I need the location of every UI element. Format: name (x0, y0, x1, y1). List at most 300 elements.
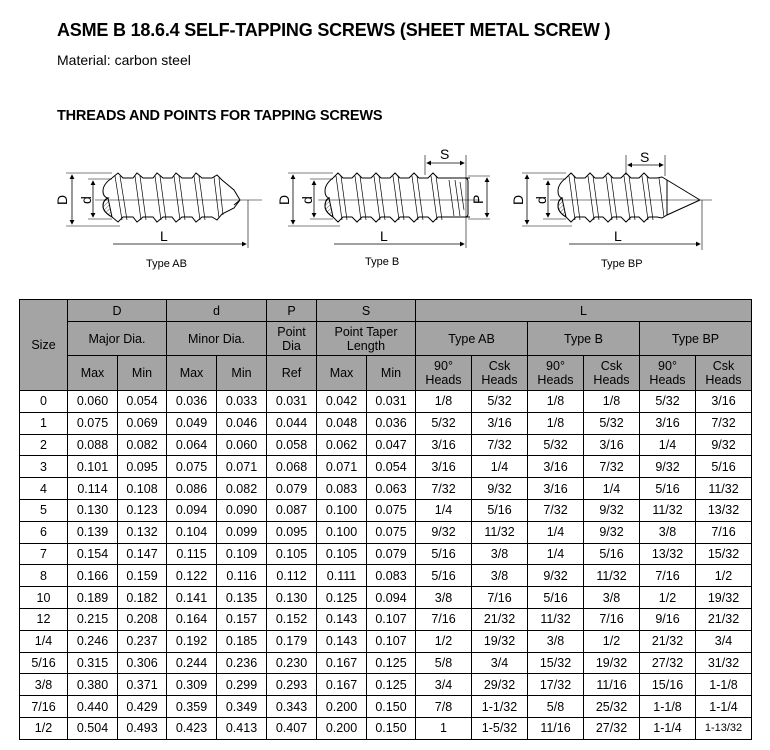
cell-d-min: 0.413 (217, 717, 267, 739)
cell-ab-csk: 21/32 (472, 608, 528, 630)
point-dia-line1: Point (277, 324, 306, 339)
cell-b-90: 1/4 (528, 521, 584, 543)
col-header-L: L (416, 300, 752, 322)
cell-D-max: 0.060 (68, 391, 118, 413)
cell-D-min: 0.069 (118, 412, 167, 434)
cell-ab-90: 7/8 (416, 696, 472, 718)
cell-ab-90: 7/32 (416, 478, 472, 500)
cell-D-max: 0.101 (68, 456, 118, 478)
cell-ab-90: 3/16 (416, 456, 472, 478)
bp-90-line2: Heads (649, 373, 686, 387)
cell-bp-90: 3/8 (640, 521, 696, 543)
cell-bp-csk: 5/16 (696, 456, 752, 478)
cell-ab-90: 3/8 (416, 587, 472, 609)
cell-ab-csk: 3/4 (472, 652, 528, 674)
table-body (20, 391, 752, 740)
cell-size: 10 (20, 587, 68, 609)
header-row-names (20, 322, 752, 356)
table-row (20, 478, 752, 500)
cell-d-min: 0.099 (217, 521, 267, 543)
cell-ab-csk: 7/32 (472, 434, 528, 456)
cell-D-min: 0.132 (118, 521, 167, 543)
cell-size: 0 (20, 391, 68, 413)
cell-bp-90: 21/32 (640, 630, 696, 652)
table-row (20, 456, 752, 478)
col-header-ab-90 (416, 356, 472, 391)
cell-bp-90: 1-1/8 (640, 696, 696, 718)
cell-d-max: 0.049 (167, 412, 217, 434)
cell-bp-90: 3/16 (640, 412, 696, 434)
cell-d-min: 0.090 (217, 499, 267, 521)
cell-bp-csk: 7/16 (696, 521, 752, 543)
cell-b-csk: 19/32 (584, 652, 640, 674)
cell-d-min: 0.236 (217, 652, 267, 674)
cell-bp-csk: 9/32 (696, 434, 752, 456)
cell-bp-90: 1/2 (640, 587, 696, 609)
cell-P-ref: 0.179 (267, 630, 317, 652)
cell-b-csk: 7/32 (584, 456, 640, 478)
cell-b-csk: 9/32 (584, 521, 640, 543)
cell-bp-csk: 1-1/4 (696, 696, 752, 718)
diagram-type-b (276, 146, 490, 268)
cell-S-min: 0.079 (367, 543, 416, 565)
cell-ab-csk: 19/32 (472, 630, 528, 652)
col-header-d-min: Min (217, 356, 267, 391)
cell-size: 2 (20, 434, 68, 456)
cell-b-90: 5/8 (528, 696, 584, 718)
cell-b-90: 3/16 (528, 456, 584, 478)
cell-S-min: 0.075 (367, 521, 416, 543)
cell-ab-90: 5/16 (416, 565, 472, 587)
cell-b-csk: 5/32 (584, 412, 640, 434)
cell-d-min: 0.116 (217, 565, 267, 587)
cell-P-ref: 0.087 (267, 499, 317, 521)
cell-ab-csk: 3/8 (472, 543, 528, 565)
cell-bp-90: 15/16 (640, 674, 696, 696)
cell-bp-90: 1/4 (640, 434, 696, 456)
taper-line1: Point Taper (334, 324, 398, 339)
cell-b-90: 17/32 (528, 674, 584, 696)
cell-ab-csk: 5/16 (472, 499, 528, 521)
b-90-line2: Heads (537, 373, 574, 387)
cell-size: 3/8 (20, 674, 68, 696)
cell-ab-csk: 9/32 (472, 478, 528, 500)
cell-ab-csk: 3/8 (472, 565, 528, 587)
cell-D-max: 0.189 (68, 587, 118, 609)
cell-S-max: 0.143 (317, 608, 367, 630)
cell-D-max: 0.154 (68, 543, 118, 565)
cell-S-min: 0.031 (367, 391, 416, 413)
cell-bp-90: 5/32 (640, 391, 696, 413)
cell-S-max: 0.100 (317, 521, 367, 543)
cell-S-max: 0.143 (317, 630, 367, 652)
screw-diagrams (0, 140, 770, 280)
cell-bp-csk: 31/32 (696, 652, 752, 674)
table-row (20, 391, 752, 413)
col-header-d-max: Max (167, 356, 217, 391)
cell-size: 5/16 (20, 652, 68, 674)
dim-label-d-ab: d (78, 196, 94, 204)
cell-ab-90: 3/16 (416, 434, 472, 456)
cell-S-min: 0.125 (367, 652, 416, 674)
bp-csk-line1: Csk (712, 359, 735, 373)
cell-S-max: 0.083 (317, 478, 367, 500)
cell-b-90: 1/4 (528, 543, 584, 565)
cell-S-min: 0.083 (367, 565, 416, 587)
cell-D-min: 0.108 (118, 478, 167, 500)
cell-bp-csk: 11/32 (696, 478, 752, 500)
cell-ab-90: 5/32 (416, 412, 472, 434)
taper-line2: Length (346, 338, 386, 353)
cell-d-min: 0.349 (217, 696, 267, 718)
cell-size: 1/2 (20, 717, 68, 739)
bp-csk-line2: Heads (705, 373, 742, 387)
cell-D-max: 0.130 (68, 499, 118, 521)
cell-b-csk: 3/16 (584, 434, 640, 456)
cell-S-max: 0.062 (317, 434, 367, 456)
cell-d-max: 0.141 (167, 587, 217, 609)
cell-b-90: 15/32 (528, 652, 584, 674)
caption-type-ab: Type AB (146, 258, 187, 270)
cell-bp-csk: 21/32 (696, 608, 752, 630)
dim-label-P-b: P (470, 194, 486, 204)
table-row (20, 412, 752, 434)
cell-D-min: 0.182 (118, 587, 167, 609)
cell-b-90: 5/32 (528, 434, 584, 456)
caption-type-b: Type B (365, 256, 400, 268)
cell-S-max: 0.167 (317, 674, 367, 696)
cell-P-ref: 0.152 (267, 608, 317, 630)
cell-b-90: 11/32 (528, 608, 584, 630)
col-header-ab-csk (472, 356, 528, 391)
cell-bp-90: 27/32 (640, 652, 696, 674)
cell-d-min: 0.185 (217, 630, 267, 652)
col-header-type-ab: Type AB (416, 322, 528, 356)
cell-ab-csk: 1/4 (472, 456, 528, 478)
cell-size: 1 (20, 412, 68, 434)
cell-S-min: 0.125 (367, 674, 416, 696)
cell-bp-90: 11/32 (640, 499, 696, 521)
table-row (20, 521, 752, 543)
screw-body-bp (558, 173, 700, 222)
cell-S-min: 0.094 (367, 587, 416, 609)
dim-label-L-ab: L (160, 228, 168, 244)
col-header-D-max: Max (68, 356, 118, 391)
cell-b-csk: 11/32 (584, 565, 640, 587)
cell-d-min: 0.299 (217, 674, 267, 696)
cell-d-max: 0.244 (167, 652, 217, 674)
cell-S-min: 0.054 (367, 456, 416, 478)
cell-bp-90: 9/16 (640, 608, 696, 630)
diagram-type-bp (510, 149, 712, 270)
col-header-P-ref: Ref (267, 356, 317, 391)
cell-ab-csk: 1-1/32 (472, 696, 528, 718)
cell-b-csk: 1/2 (584, 630, 640, 652)
cell-size: 8 (20, 565, 68, 587)
col-header-S: S (317, 300, 416, 322)
cell-ab-90: 9/32 (416, 521, 472, 543)
cell-b-90: 3/8 (528, 630, 584, 652)
cell-P-ref: 0.068 (267, 456, 317, 478)
cell-S-max: 0.200 (317, 696, 367, 718)
cell-D-min: 0.208 (118, 608, 167, 630)
cell-D-max: 0.440 (68, 696, 118, 718)
cell-S-max: 0.125 (317, 587, 367, 609)
cell-d-max: 0.086 (167, 478, 217, 500)
cell-b-csk: 5/16 (584, 543, 640, 565)
cell-D-min: 0.159 (118, 565, 167, 587)
dim-label-d-b: d (299, 196, 315, 204)
ab-csk-line2: Heads (481, 373, 518, 387)
cell-bp-csk: 15/32 (696, 543, 752, 565)
cell-D-max: 0.139 (68, 521, 118, 543)
cell-ab-90: 7/16 (416, 608, 472, 630)
dim-label-L-b: L (380, 228, 388, 244)
cell-bp-csk: 19/32 (696, 587, 752, 609)
cell-S-max: 0.042 (317, 391, 367, 413)
cell-d-max: 0.104 (167, 521, 217, 543)
cell-S-min: 0.047 (367, 434, 416, 456)
b-90-line1: 90° (546, 359, 565, 373)
col-header-major-dia: Major Dia. (68, 322, 167, 356)
cell-D-min: 0.123 (118, 499, 167, 521)
cell-d-max: 0.164 (167, 608, 217, 630)
col-header-point-dia (267, 322, 317, 356)
dim-label-S-b: S (440, 146, 450, 162)
cell-d-max: 0.122 (167, 565, 217, 587)
cell-D-max: 0.315 (68, 652, 118, 674)
table-row (20, 630, 752, 652)
col-header-bp-csk (696, 356, 752, 391)
cell-D-min: 0.054 (118, 391, 167, 413)
cell-S-min: 0.107 (367, 608, 416, 630)
caption-type-bp: Type BP (601, 258, 643, 270)
cell-d-max: 0.115 (167, 543, 217, 565)
cell-D-min: 0.147 (118, 543, 167, 565)
cell-d-min: 0.082 (217, 478, 267, 500)
cell-size: 6 (20, 521, 68, 543)
cell-d-max: 0.075 (167, 456, 217, 478)
cell-bp-90: 7/16 (640, 565, 696, 587)
table-row (20, 587, 752, 609)
col-header-b-csk (584, 356, 640, 391)
cell-bp-90: 13/32 (640, 543, 696, 565)
cell-d-min: 0.033 (217, 391, 267, 413)
cell-b-csk: 11/16 (584, 674, 640, 696)
dim-label-S-bp: S (640, 149, 650, 165)
cell-ab-csk: 29/32 (472, 674, 528, 696)
cell-S-max: 0.100 (317, 499, 367, 521)
cell-P-ref: 0.095 (267, 521, 317, 543)
cell-D-min: 0.429 (118, 696, 167, 718)
header-row-subcols (20, 356, 752, 391)
col-header-D: D (68, 300, 167, 322)
cell-D-max: 0.380 (68, 674, 118, 696)
cell-P-ref: 0.044 (267, 412, 317, 434)
cell-b-csk: 9/32 (584, 499, 640, 521)
cell-b-csk: 1/8 (584, 391, 640, 413)
cell-d-max: 0.094 (167, 499, 217, 521)
cell-S-min: 0.150 (367, 696, 416, 718)
table-row (20, 434, 752, 456)
cell-D-min: 0.237 (118, 630, 167, 652)
cell-ab-90: 1 (416, 717, 472, 739)
cell-S-min: 0.036 (367, 412, 416, 434)
cell-b-90: 9/32 (528, 565, 584, 587)
col-header-point-taper-length (317, 322, 416, 356)
table-row (20, 674, 752, 696)
cell-P-ref: 0.293 (267, 674, 317, 696)
cell-b-csk: 3/8 (584, 587, 640, 609)
ab-90-line2: Heads (425, 373, 462, 387)
cell-D-max: 0.075 (68, 412, 118, 434)
cell-bp-90: 9/32 (640, 456, 696, 478)
cell-P-ref: 0.230 (267, 652, 317, 674)
cell-P-ref: 0.112 (267, 565, 317, 587)
cell-ab-90: 1/4 (416, 499, 472, 521)
cell-bp-csk: 1/2 (696, 565, 752, 587)
cell-size: 3 (20, 456, 68, 478)
cell-d-max: 0.064 (167, 434, 217, 456)
cell-size: 7/16 (20, 696, 68, 718)
cell-ab-90: 5/16 (416, 543, 472, 565)
col-header-S-max: Max (317, 356, 367, 391)
cell-d-max: 0.192 (167, 630, 217, 652)
cell-d-max: 0.309 (167, 674, 217, 696)
dim-label-D-b: D (276, 194, 292, 205)
cell-b-90: 3/16 (528, 478, 584, 500)
cell-b-csk: 1/4 (584, 478, 640, 500)
cell-D-max: 0.166 (68, 565, 118, 587)
cell-D-max: 0.088 (68, 434, 118, 456)
diagram-type-ab (54, 173, 262, 270)
cell-size: 7 (20, 543, 68, 565)
header-row-symbols (20, 300, 752, 322)
cell-ab-90: 1/8 (416, 391, 472, 413)
table-row (20, 499, 752, 521)
col-header-S-min: Min (367, 356, 416, 391)
screw-body-b (325, 173, 470, 222)
col-header-type-bp: Type BP (640, 322, 752, 356)
col-header-minor-dia: Minor Dia. (167, 322, 267, 356)
screw-spec-table (19, 299, 752, 740)
table-row (20, 565, 752, 587)
cell-P-ref: 0.343 (267, 696, 317, 718)
point-dia-line2: Dia (282, 338, 301, 353)
cell-d-min: 0.046 (217, 412, 267, 434)
ab-csk-line1: Csk (488, 359, 511, 373)
dim-label-d-bp: d (533, 196, 549, 204)
cell-S-min: 0.107 (367, 630, 416, 652)
cell-d-min: 0.109 (217, 543, 267, 565)
cell-size: 5 (20, 499, 68, 521)
cell-b-90: 11/16 (528, 717, 584, 739)
cell-ab-90: 3/4 (416, 674, 472, 696)
cell-S-max: 0.105 (317, 543, 367, 565)
cell-size: 12 (20, 608, 68, 630)
cell-b-csk: 25/32 (584, 696, 640, 718)
table-row (20, 608, 752, 630)
cell-S-max: 0.200 (317, 717, 367, 739)
table-row (20, 652, 752, 674)
cell-bp-csk: 1-13/32 (696, 717, 752, 739)
table-row (20, 717, 752, 739)
dim-label-D-bp: D (510, 194, 526, 205)
cell-D-min: 0.082 (118, 434, 167, 456)
cell-b-90: 7/32 (528, 499, 584, 521)
dim-label-L-bp: L (614, 228, 622, 244)
dim-label-D-ab: D (54, 194, 70, 205)
cell-d-max: 0.036 (167, 391, 217, 413)
col-header-type-b: Type B (528, 322, 640, 356)
cell-d-min: 0.071 (217, 456, 267, 478)
cell-S-max: 0.167 (317, 652, 367, 674)
cell-D-max: 0.215 (68, 608, 118, 630)
cell-D-max: 0.114 (68, 478, 118, 500)
table-row (20, 543, 752, 565)
cell-bp-csk: 7/32 (696, 412, 752, 434)
cell-d-max: 0.359 (167, 696, 217, 718)
cell-bp-csk: 3/4 (696, 630, 752, 652)
cell-d-min: 0.157 (217, 608, 267, 630)
ab-90-line1: 90° (434, 359, 453, 373)
col-header-b-90 (528, 356, 584, 391)
section-title: THREADS AND POINTS FOR TAPPING SCREWS (57, 108, 383, 124)
cell-d-min: 0.060 (217, 434, 267, 456)
screw-body-ab (103, 173, 240, 222)
cell-ab-90: 1/2 (416, 630, 472, 652)
cell-S-max: 0.071 (317, 456, 367, 478)
cell-P-ref: 0.031 (267, 391, 317, 413)
cell-size: 4 (20, 478, 68, 500)
cell-size: 1/4 (20, 630, 68, 652)
table-row (20, 696, 752, 718)
col-header-size: Size (20, 300, 68, 391)
col-header-d: d (167, 300, 267, 322)
col-header-D-min: Min (118, 356, 167, 391)
cell-b-csk: 7/16 (584, 608, 640, 630)
cell-bp-csk: 3/16 (696, 391, 752, 413)
cell-ab-csk: 1-5/32 (472, 717, 528, 739)
cell-b-90: 1/8 (528, 391, 584, 413)
cell-P-ref: 0.407 (267, 717, 317, 739)
cell-S-min: 0.075 (367, 499, 416, 521)
cell-d-min: 0.135 (217, 587, 267, 609)
cell-ab-csk: 3/16 (472, 412, 528, 434)
cell-P-ref: 0.058 (267, 434, 317, 456)
cell-D-max: 0.246 (68, 630, 118, 652)
b-csk-line2: Heads (593, 373, 630, 387)
cell-D-max: 0.504 (68, 717, 118, 739)
b-csk-line1: Csk (600, 359, 623, 373)
bp-90-line1: 90° (658, 359, 677, 373)
col-header-P: P (267, 300, 317, 322)
cell-b-90: 5/16 (528, 587, 584, 609)
cell-S-max: 0.111 (317, 565, 367, 587)
cell-S-min: 0.063 (367, 478, 416, 500)
cell-P-ref: 0.130 (267, 587, 317, 609)
cell-bp-90: 5/16 (640, 478, 696, 500)
cell-bp-90: 1-1/4 (640, 717, 696, 739)
cell-bp-csk: 1-1/8 (696, 674, 752, 696)
cell-ab-csk: 5/32 (472, 391, 528, 413)
cell-D-min: 0.095 (118, 456, 167, 478)
cell-b-90: 1/8 (528, 412, 584, 434)
cell-P-ref: 0.079 (267, 478, 317, 500)
material-note: Material: carbon steel (57, 52, 191, 68)
cell-D-min: 0.493 (118, 717, 167, 739)
cell-ab-csk: 11/32 (472, 521, 528, 543)
